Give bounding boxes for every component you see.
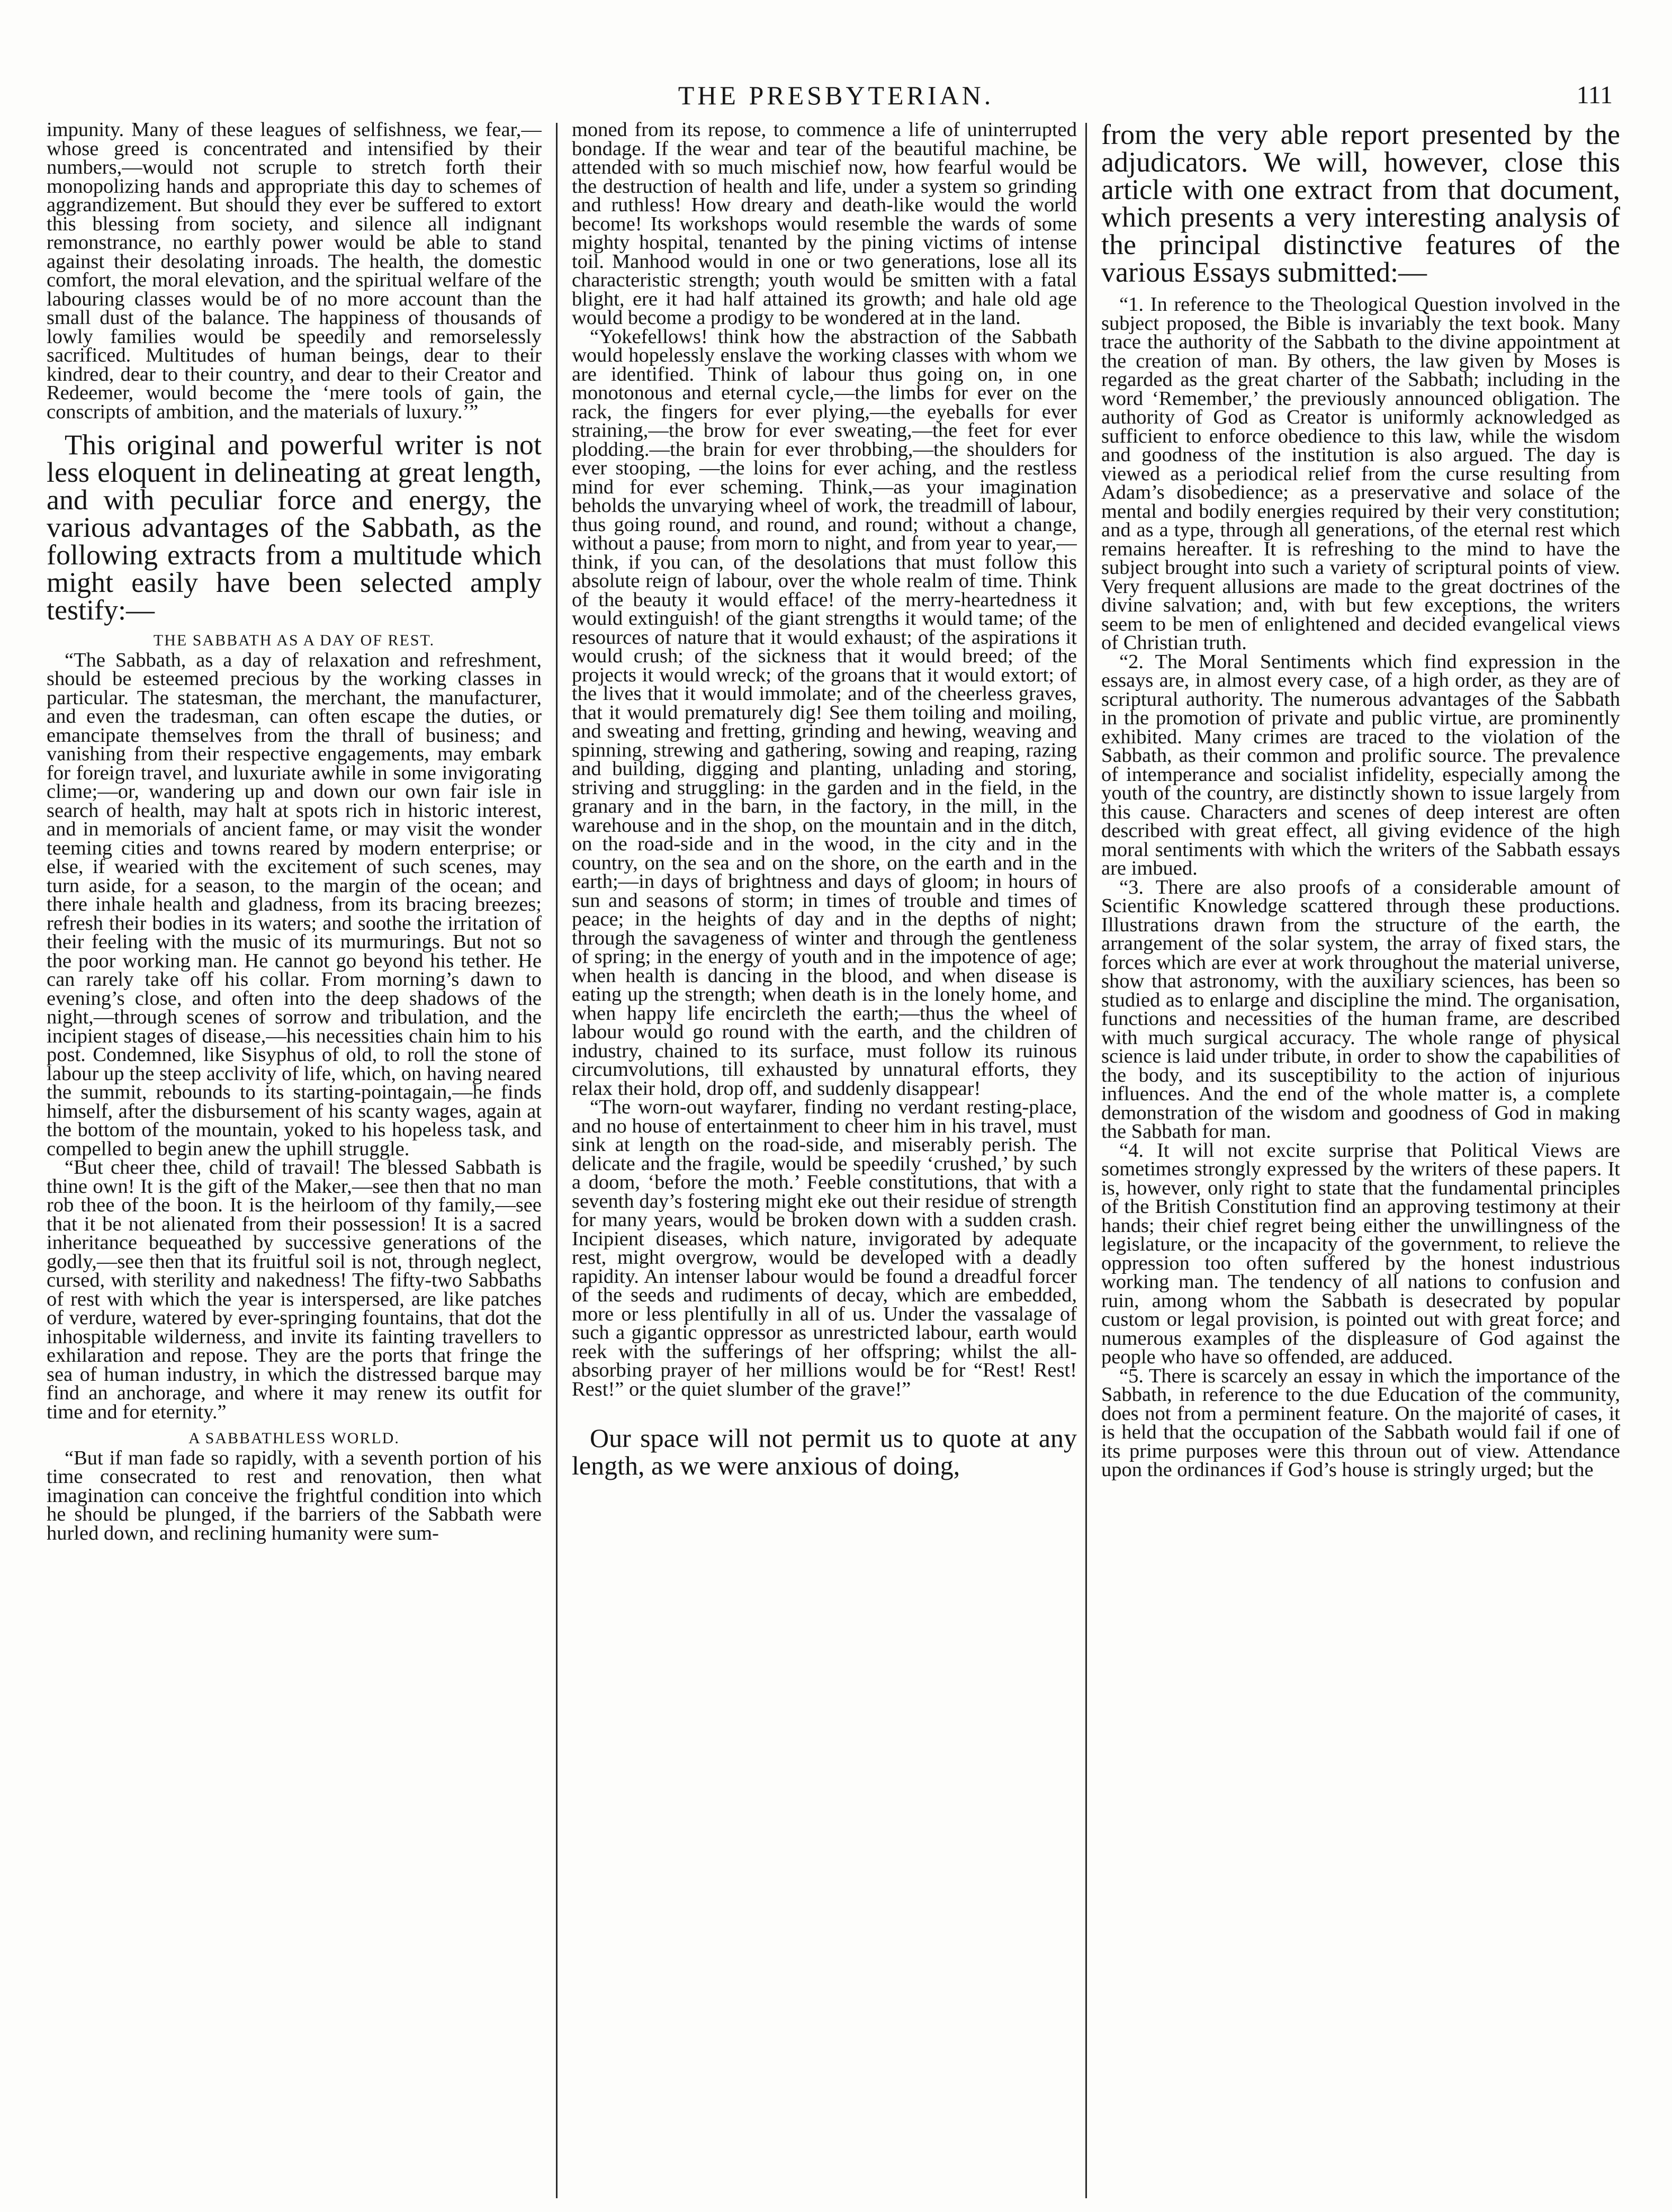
paragraph: “5. There is scarcely an essay in which the importance of the Sabbath, in reference to the due Education of the community, does not from a perminent feature. On the majorité of cases, it is held that the occupation of the Sabbath would fail if one of its prime purposes were this throun out of view. Attendance upon the ordinances if God’s house is stringly urged; but the: [1101, 1364, 1620, 1481]
masthead: [0, 78, 1672, 112]
paragraph: “2. The Moral Sentiments which find expression in the essays are, in almost every case, of a high order, as they are of scriptural authority. The numerous advantages of the Sabbath in the promotion of private and public virtue, are prominently exhibited. Many crimes are traced to the violation of the Sabbath, as their common and prolific source. The prevalence of intemperance and socialist infidelity, especially among the youth of the country, are distinctly shown to issue largely from this cause. Characters and scenes of deep interest are often described with great effect, all giving evidence of the high moral sentiments with which the writers of the Sabbath essays are imbued.: [1101, 650, 1620, 879]
paragraph: “1. In reference to the Theological Question involved in the subject proposed, the Bible is invariably the text book. Many trace the authority of the Sabbath to the divine appointment at the creation of man. By others, the law given by Moses is regarded as the great charter of the Sabbath; including in the word ‘Remember,’ the previously announced obligation. The authority of God as Creator is uniformly acknowledged as sufficient to enforce obedience to this law, while the wisdom and goodness of the institution is also argued. The day is viewed as a periodical relief from the curse resulting from Adam’s disobedience; as a preservative and solace of the mental and bodily energies required by their very constitution; and as a type, through all generations, of the eternal rest which remains hereafter. It is refreshing to the mind to have the subject brought into such a variety of scriptural points of view. Very frequent allusions are made to the great doctrines of the divine salvation; and, with but few exceptions, the writers seem to be men of enlightened and decided evangelical views of Christian truth.: [1101, 293, 1620, 654]
paragraph: “The worn-out wayfarer, finding no verdant resting-place, and no house of entertainment to cheer him in his travel, must sink at length on the road-side, and miserably perish. The delicate and the fragile, would be speedily ‘crushed,’ by such a doom, ‘before the moth.’ Feeble constitutions, that with a seventh day’s fostering might eke out their residue of strength for many years, would be broken down with a sudden crash. Incipient diseases, which nature, invigorated by adequate rest, might overgrow, would be developed with a deadly rapidity. An intenser labour would be found a dreadful forcer of the seeds and rudiments of decay, which are embedded, more or less plentifully in all of us. Under the vassalage of such a gigantic oppressor as unrestricted labour, earth would reek with the sufferings of her offspring; whilst the all-absorbing prayer of her millions would be for “Rest! Rest! Rest!” or the quiet slumber of the grave!”: [572, 1096, 1077, 1400]
paragraph: “3. There are also proofs of a considerable amount of Scientific Knowledge scattered through these productions. Illustrations drawn from the structure of the earth, the arrangement of the solar system, the array of fixed stars, the forces which are ever at work throughout the material universe, show that astronomy, with the auxiliary sciences, has been so studied as to enlarge and discipline the mind. The organisation, functions and necessities of the human frame, are described with much surgical accuracy. The whole range of physical science is laid under tribute, in order to show the capabilities of the body, and its susceptibility to the action of injurious influences. And the end of the whole matter is, a complete demonstration of the wisdom and goodness of God in making the Sabbath for man.: [1101, 876, 1620, 1143]
paragraph: “But cheer thee, child of travail! The blessed Sabbath is thine own! It is the gift of the Maker,—see then that no man rob thee of the boon. It is the heirloom of thy family,—see that it be not alienated from their possession! It is a sacred inheritance bequeathed by successive generations of the godly,—see then that its fruitful soil is not, through neglect, cursed, with sterility and nakedness! The fifty-two Sabbaths of rest with which the year is interspersed, are like patches of verdure, watered by ever-springing fountains, that dot the inhospitable wilderness, and invite its fainting travellers to exhilaration and repose. They are the ports that fringe the sea of human industry, in which the distressed barque may find an anchorage, and where it may renew its outfit for time and for eternity.”: [47, 1156, 542, 1423]
paragraph: “The Sabbath, as a day of relaxation and refreshment, should be esteemed precious by the working classes in particular. The statesman, the merchant, the manufacturer, and even the tradesman, can often escape the duties, or emancipate themselves from the thrall of business; and vanishing from their respective engagements, may embark for foreign travel, and luxuriate awhile in some invigorating clime;—or, wandering up and down our own fair isle in search of health, may halt at spots rich in historic interest, and in memorials of ancient fame, or may visit the wonder teeming cities and towns reared by modern enterprise; or else, if wearied with the excitement of such scenes, may turn aside, for a season, to the margin of the ocean; and there inhale health and gladness, from its bracing breezes; refresh their bodies in its waters; and soothe the irritation of their feeling with the music of its murmurings. But not so the poor working man. He cannot go beyond his tether. He can rarely take off his collar. From morning’s dawn to evening’s close, and often into the deep shadows of the night,—through scenes of sorrow and tribulation, and the incipient stages of disease,—his necessities chain him to his post. Condemned, like Sisyphus of old, to roll the stone of labour up the steep acclivity of life, which, on having neared the summit, rebounds to its starting-pointagain,—he finds himself, after the disbursement of his scanty wages, again at the bottom of the mountain, yoked to his hopeless task, and compelled to begin anew the uphill struggle.: [47, 649, 542, 1160]
column-divider: [556, 123, 558, 2198]
editorial-intro: This original and powerful writer is not less eloquent in delineating at great length, and with peculiar force and energy, the various advantages of the Sabbath, as the following extracts from a multitude which might easily have been selected amply testify:—: [47, 429, 542, 626]
paragraph: impunity. Many of these leagues of selfishness, we fear,—whose greed is concentrated and intensified by their numbers,—would not scruple to stretch forth their monopolizing hands and appropriate this day to schemes of aggrandizement. But should they ever be suffered to extort this blessing from society, and silence all indignant remonstrance, no earthly power would be able to stand against their desolating inroads. The health, the domestic comfort, the moral elevation, and the spiritual welfare of the labouring classes would be of no more account than the small dust of the balance. The happiness of thousands of lowly families would be speedily and remorselessly sacrificed. Multitudes of human beings, dear to their kindred, dear to their country, and dear to their Creator and Redeemer, would become the ‘mere tools of gain, the conscripts of ambition, and the materials of luxury.’”: [47, 121, 542, 423]
editorial-closing: Our space will not permit us to quote at any length, as we were anxious of doing,: [572, 1423, 1077, 1480]
paragraph: “4. It will not excite surprise that Political Views are sometimes strongly expressed by the writers of these papers. It is, however, only right to state that the fundamental principles of the British Constitution find an approving testimony at their hands; their chief regret being either the unwillingness of the legislature, or the incapacity of the government, to relieve the oppression too often suffered by the honest industrious working man. The tendency of all nations to confusion and ruin, among whom the Sabbath is desecrated by popular custom or legal provision, is pointed out with great force; and numerous examples of the displeasure of God against the people who have so offended, are adduced.: [1101, 1139, 1620, 1368]
paragraph: moned from its repose, to commence a life of uninterrupted bondage. If the wear and tear of the beautiful machine, be attended with so much mischief now, how fearful would be the destruction of health and life, under a system so grinding and ruthless! How dreary and death-like would the world become! Its workshops would resemble the wards of some mighty hospital, tenanted by the pining victims of intense toil. Manhood would in one or two generations, lose all its characteristic strength; youth would be smitten with a fatal blight, ere it had half attained its growth; and hale old age would become a prodigy to be wondered at in the land.: [572, 121, 1077, 329]
paragraph: “Yokefellows! think how the abstraction of the Sabbath would hopelessly enslave the working classes with whom we are identified. Think of labour thus going on, in one monotonous and eternal cycle,—the limbs for ever on the rack, the fingers for ever plying,—the eyeballs for ever straining,—the brow for ever sweating,—the feet for ever plodding.—the brain for ever throbbing,—the shoulders for ever stooping, —the loins for ever aching, and the restless mind for ever scheming. Think,—as your imagination beholds the unvarying wheel of work, the treadmill of labour, thus going round, and round, and round; without a change, without a pause; from morn to night, and from year to year,—think, if you can, of the desolations that must follow this absolute reign of labour, over the whole realm of time. Think of the beauty it would efface! of the merry-heartedness it would extinguish! of the giant strengths it would tame; of the resources of nature that it would exhaust; of the aspirations it would crush; of the sickness that it would breed; of the projects it would wreck; of the groans that it would extort; of the lives that it would immolate; and of the cheerless graves, that it would prematurely dig! See them toiling and moiling, and sweating and fretting, grinding and hewing, weaving and spinning, strewing and gathering, sowing and reaping, razing and building, digging and planting, unlading and storing, striving and struggling: in the garden and in the field, in the granary and in the barn, in the factory, in the mill, in the warehouse and in the shop, on the mountain and in the ditch, on the road-side and in the wood, in the city and in the country, on the sea and on the shore, on the earth and in the earth;—in days of brightness and days of gloom; in hours of sun and seasons of storm; in times of trouble and times of peace; in the heights of day and in the depths of night; through the savageness of winter and through the gentleness of spring; in the energy of youth and in the impotence of age; when health is dancing in the blood, and when disease is eating up the strength; when death is in the lonely home, and when happy life encircleth the earth;—thus the wheel of labour would go round with the earth, and the children of industry, chained to its surface, must follow its ruinous circumvolutions, till exhausted by unnatural efforts, they relax their hold, drop off, and suddenly disappear!: [572, 325, 1077, 1100]
publication-title: THE PRESBYTERIAN.: [678, 80, 994, 110]
paragraph: “But if man fade so rapidly, with a seventh portion of his time consecrated to rest and renovation, then what imagination can conceive the frightful condition into which he should be plunged, if the barriers of the Sabbath were hurled down, and reclining humanity were sum-: [47, 1446, 542, 1544]
column-divider: [1085, 123, 1087, 2198]
section-heading: THE SABBATH AS A DAY OF REST.: [153, 632, 435, 649]
column-left: [47, 121, 542, 2201]
column-middle: [572, 121, 1077, 2201]
editorial-continuation: from the very able report presented by the adjudicators. We will, however, close this article with one extract from that document, which presents a very interesting analysis of the principal distinctive features of the various Essays submitted:—: [1101, 121, 1620, 288]
column-right: [1101, 121, 1620, 2201]
page-number: 111: [1576, 81, 1613, 109]
section-heading: A SABBATHLESS WORLD.: [188, 1429, 400, 1447]
